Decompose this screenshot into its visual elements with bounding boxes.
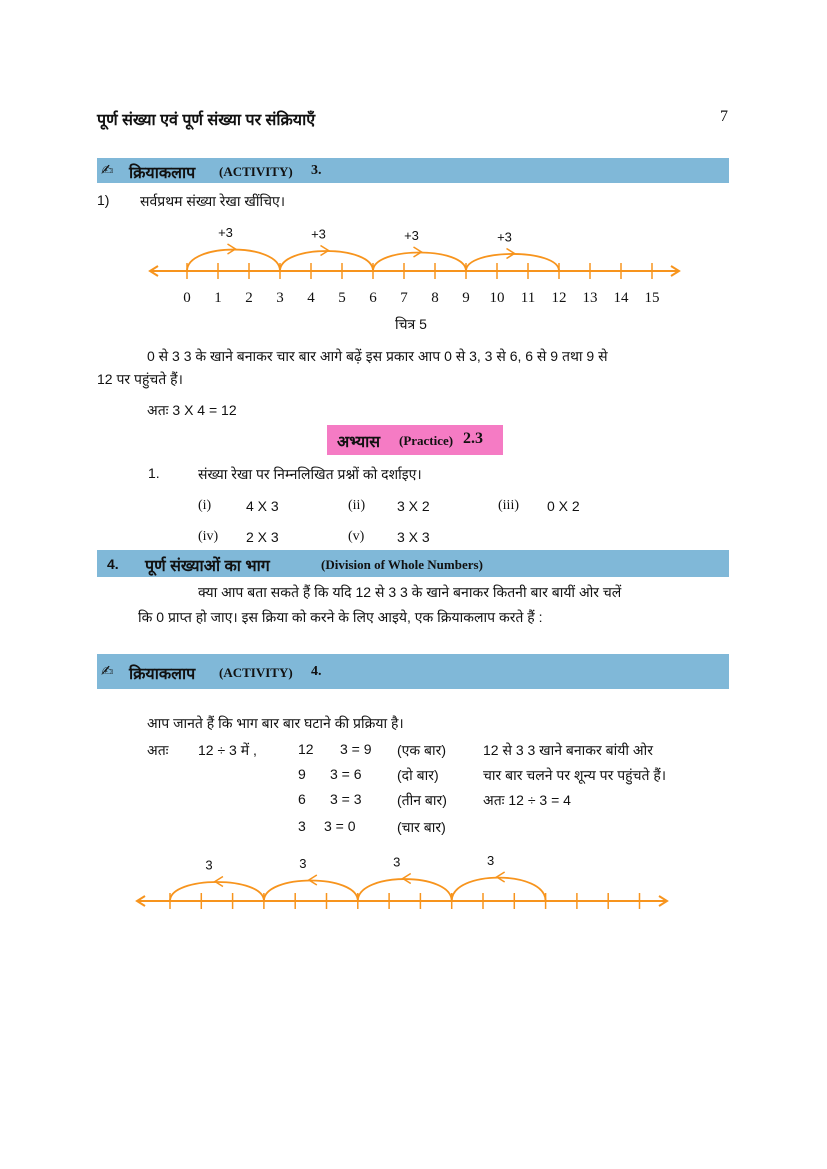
jump-label: 3 [487, 853, 495, 868]
practice-number: 2.3 [463, 430, 483, 447]
jump-arc [358, 879, 452, 901]
tick-label: 9 [462, 290, 470, 306]
row-a: 6 [298, 791, 306, 807]
jump-arc [170, 882, 264, 901]
activity-label: क्रियाकलाप [129, 666, 196, 683]
tick-label: 2 [245, 290, 253, 306]
item-label: (v) [348, 529, 365, 544]
section-title: पूर्ण संख्याओं का भाग [145, 558, 270, 575]
activity-label-en: (ACTIVITY) [219, 665, 293, 680]
item-value: 4 X 3 [246, 498, 279, 514]
tick-label: 4 [307, 290, 315, 306]
result-1: अतः 3 X 4 = 12 [147, 402, 237, 418]
activity-label: क्रियाकलाप [129, 165, 196, 182]
pencil-hand-icon: ✍ [101, 162, 114, 179]
jump-label: +3 [404, 228, 419, 243]
row-b: 3 = 0 [324, 818, 356, 834]
tick-label: 15 [644, 290, 660, 306]
row-note: (चार बार) [397, 819, 446, 835]
row-note: (एक बार) [397, 742, 447, 758]
jump-arc [264, 881, 358, 901]
paragraph-2-line-2: कि 0 प्राप्त हो जाए। इस क्रिया को करने के लिए आइये, एक क्रियाकलाप करते हैं : [138, 609, 543, 625]
figure-caption: चित्र 5 [395, 316, 427, 332]
tick-label: 5 [338, 290, 346, 306]
item-value: 0 X 2 [547, 498, 580, 514]
tick-label: 8 [431, 290, 439, 306]
step-text: सर्वप्रथम संख्या रेखा खींचिए। [140, 193, 286, 209]
row-note: (दो बार) [397, 767, 439, 783]
explanation-result: अतः 12 ÷ 3 = 4 [483, 792, 571, 808]
item-label: (iii) [498, 498, 519, 513]
jump-label: 3 [299, 856, 307, 871]
tick-label: 7 [400, 290, 408, 306]
paragraph-1-line-2: 12 पर पहुंचते हैं। [97, 371, 183, 387]
tick-label: 3 [276, 290, 284, 306]
explanation-line-2: चार बार चलने पर शून्य पर पहुंचते हैं। [483, 767, 667, 783]
row-b: 3 = 9 [340, 741, 372, 757]
tick-label: 14 [613, 290, 629, 306]
section-number: 4. [107, 556, 119, 572]
activity-number: 3. [311, 163, 322, 178]
tick-label: 1 [214, 290, 222, 306]
jump-arc [452, 878, 546, 901]
practice-label-en: (Practice) [399, 433, 454, 448]
tick-label: 12 [551, 290, 567, 306]
section-title-en: (Division of Whole Numbers) [321, 557, 483, 572]
paragraph-2-line-1: क्या आप बता सकते हैं कि यदि 12 से 3 3 के खाने बनाकर कितनी बार बायीं ओर चलें [198, 584, 622, 600]
jump-label: +3 [311, 226, 326, 242]
jump-label: +3 [497, 229, 512, 245]
item-label: (iv) [198, 529, 219, 544]
item-value: 3 X 2 [397, 498, 430, 514]
row-note: (तीन बार) [397, 792, 447, 808]
activity-number: 4. [311, 664, 322, 679]
practice-label: अभ्यास [337, 434, 381, 451]
tick-label: 10 [489, 290, 505, 306]
jump-label: 3 [205, 857, 213, 873]
jump-label: 3 [393, 854, 401, 870]
question-number: 1. [148, 465, 160, 481]
paragraph-3-intro: आप जानते हैं कि भाग बार बार घटाने की प्रक्रिया है। [147, 715, 404, 731]
tick-label: 11 [520, 290, 536, 306]
tick-label: 13 [582, 290, 598, 306]
explanation-line-1: 12 से 3 3 खाने बनाकर बांयी ओर [483, 742, 653, 758]
item-label: (i) [198, 498, 212, 513]
division-expression: 12 ÷ 3 में , [198, 742, 257, 758]
row-b: 3 = 6 [330, 766, 362, 782]
row-a: 3 [298, 818, 306, 834]
pencil-hand-icon: ✍ [101, 663, 114, 680]
activity-label-en: (ACTIVITY) [219, 164, 293, 179]
row-a: 12 [298, 741, 314, 757]
page-header-title: पूर्ण संख्या एवं पूर्ण संख्या पर संक्रियाएँ [97, 112, 316, 129]
row-a: 9 [298, 766, 306, 782]
item-value: 2 X 3 [246, 529, 279, 545]
item-label: (ii) [348, 498, 366, 513]
jump-label: +3 [218, 225, 233, 240]
item-value: 3 X 3 [397, 529, 430, 545]
atah-label: अतः [147, 742, 169, 758]
tick-label: 6 [369, 290, 377, 306]
step-number: 1) [97, 192, 110, 208]
paragraph-1-line-1: 0 से 3 3 के खाने बनाकर चार बार आगे बढ़ें इस प्रकार आप 0 से 3, 3 से 6, 6 से 9 तथा 9 से [147, 348, 608, 364]
tick-label: 0 [183, 290, 191, 306]
question-text: संख्या रेखा पर निम्नलिखित प्रश्नों को दर्शाइए। [198, 466, 422, 482]
row-b: 3 = 3 [330, 791, 362, 807]
page-number: 7 [720, 108, 728, 125]
